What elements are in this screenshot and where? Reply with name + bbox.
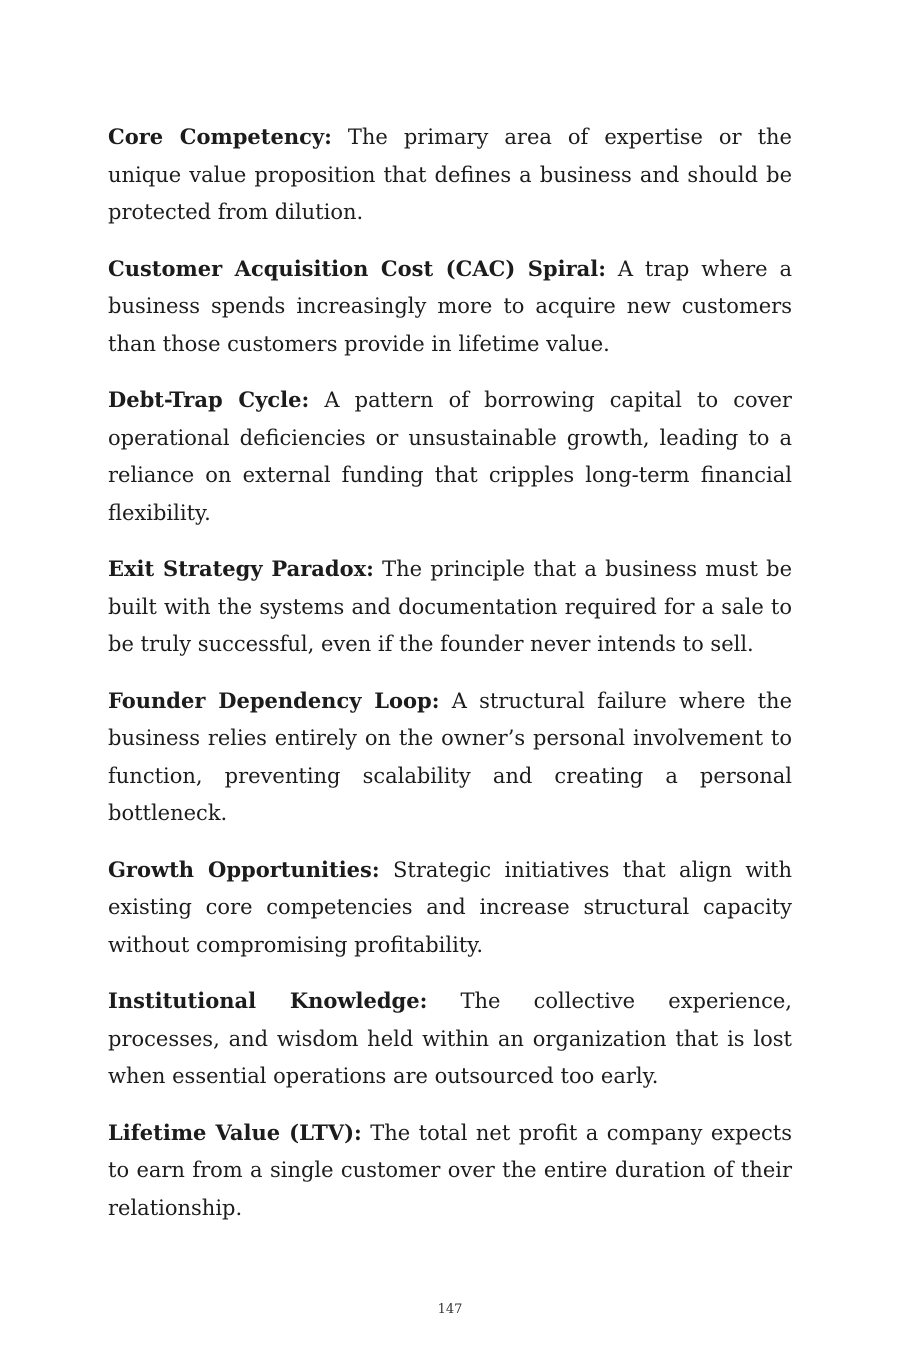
glossary-entry-growth-opportunities [108, 851, 792, 965]
glossary-entry-cac-spiral [108, 250, 792, 364]
glossary-entry-core-competency [108, 118, 792, 232]
glossary-entry-debt-trap-cycle [108, 381, 792, 532]
glossary-entry-institutional-knowledge [108, 982, 792, 1096]
glossary-term: Core Competency: [108, 124, 332, 149]
glossary-definition: The collective experience, processes, and wisdom held within an organization that is lost when essential operations are outsourced too early. [108, 989, 792, 1088]
glossary-definition: The primary area of expertise or the unique value proposition that defines a business and should be protected from dilution. [108, 125, 792, 224]
glossary-term: Growth Opportunities: [108, 856, 380, 882]
glossary-page [108, 118, 792, 1245]
glossary-definition: A trap where a business spends increasingly more to acquire new customers than those customers provide in lifetime value. [108, 256, 792, 356]
glossary-term: Founder Dependency Loop: [108, 687, 440, 713]
glossary-term: Exit Strategy Paradox: [108, 556, 374, 581]
glossary-definition: Strategic initiatives that align with existing core competencies and increase structural capacity without compromising profitability. [108, 857, 792, 957]
glossary-term: Institutional Knowledge: [108, 988, 428, 1013]
glossary-term: Lifetime Value (LTV): [108, 1119, 362, 1145]
glossary-term: Debt-Trap Cycle: [108, 387, 310, 412]
glossary-definition: The principle that a business must be built with the systems and documentation required for a sale to be truly successful, even if the founder never intends to sell. [108, 557, 792, 656]
glossary-definition: A pattern of borrowing capital to cover operational deficiencies or unsustainable growth, leading to a reliance on external funding that cripples long-term financial flexibility. [108, 388, 792, 525]
glossary-entry-exit-strategy-paradox [108, 550, 792, 664]
glossary-definition: The total net profit a company expects to earn from a single customer over the entire duration of their relationship. [108, 1120, 792, 1220]
glossary-term: Customer Acquisition Cost (CAC) Spiral: [108, 255, 606, 281]
glossary-entry-lifetime-value [108, 1114, 792, 1228]
page-number: 147 [437, 1302, 463, 1317]
glossary-definition: A structural failure where the business relies entirely on the owner’s personal involvement to function, preventing scalability and creating a personal bottleneck. [108, 688, 792, 825]
glossary-entry-founder-dependency-loop [108, 682, 792, 833]
